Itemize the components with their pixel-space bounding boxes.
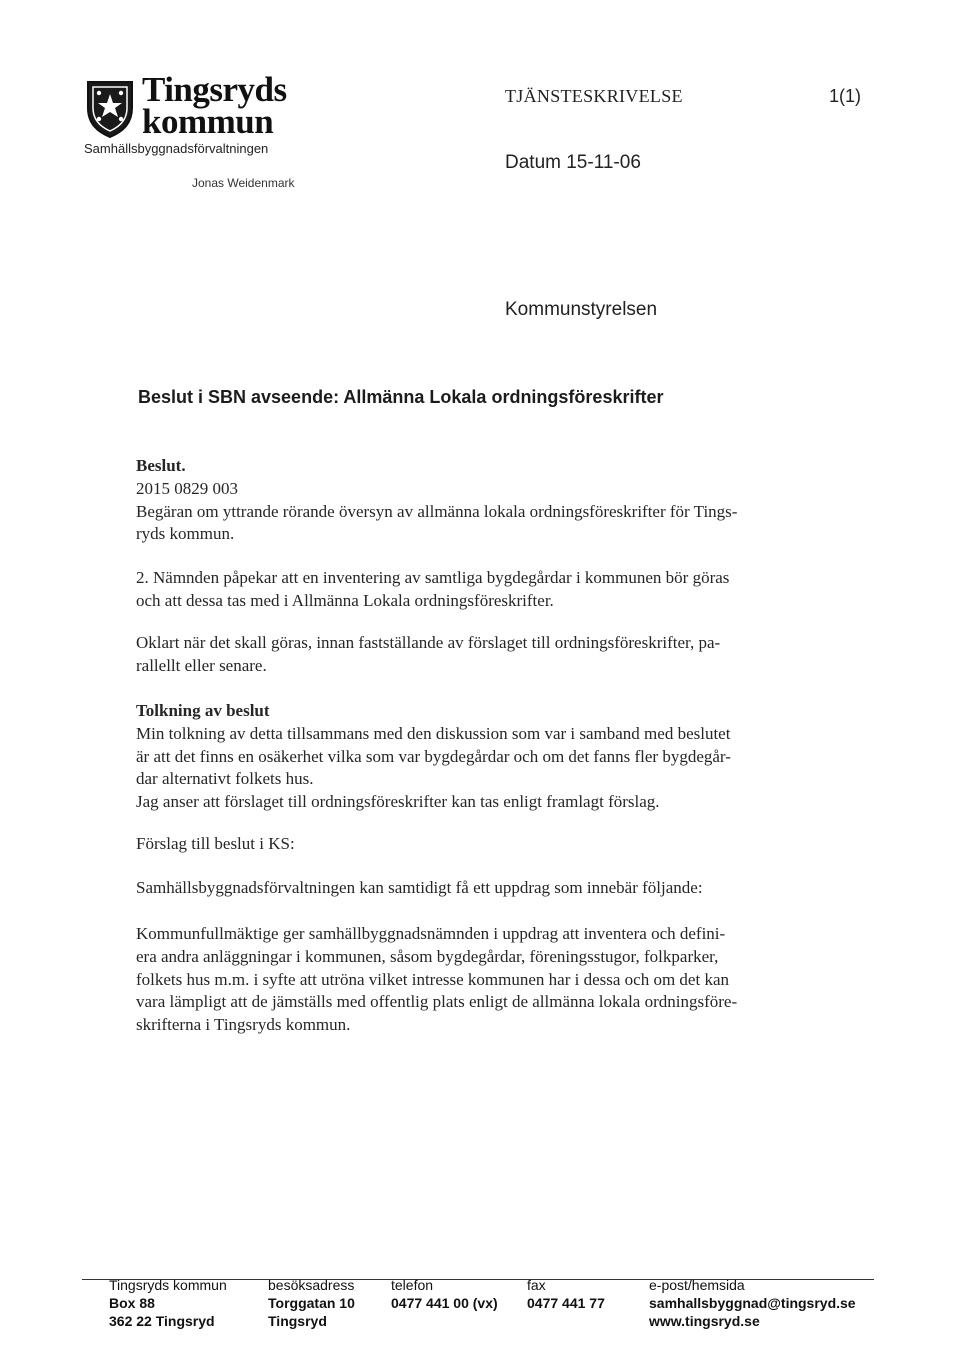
kf-line: skrifterna i Tingsryds kommun. bbox=[136, 1015, 351, 1035]
beslut-line: Begäran om yttrande rörande översyn av allmänna lokala ordningsföreskrifter för Tings- bbox=[136, 501, 738, 521]
forslag-text: Förslag till beslut i KS: bbox=[136, 834, 295, 853]
kf-paragraph bbox=[136, 923, 826, 1037]
oklart-line: rallellt eller senare. bbox=[136, 655, 267, 675]
page-number: 1(1) bbox=[829, 86, 862, 106]
uppdrag-text: Samhällsbyggnadsförvaltningen kan samtidigt få ett uppdrag som innebär följande: bbox=[136, 878, 703, 897]
footer-visit-street: Torggatan 10 bbox=[268, 1295, 355, 1311]
document-date: Datum 15-11-06 bbox=[505, 152, 641, 173]
footer-phone-number: 0477 441 00 (vx) bbox=[391, 1295, 498, 1311]
tolkning-line: är att det finns en osäkerhet vilka som var bygdegårdar och om det fanns fler bygdegår- bbox=[136, 746, 731, 766]
footer-org bbox=[109, 1276, 227, 1330]
author-name: Jonas Weidenmark bbox=[192, 176, 295, 190]
forslag-heading bbox=[136, 833, 826, 856]
kf-line: era andra anläggningar i kommunen, såsom bygdegårdar, föreningsstugor, folkparker, bbox=[136, 946, 719, 966]
beslut-heading: Beslut. bbox=[136, 456, 186, 475]
kf-line: folkets hus m.m. i syfte att utröna vilket intresse kommunen har i dessa och om det kan bbox=[136, 969, 729, 989]
beslut-line: ryds kommun. bbox=[136, 524, 235, 544]
tolkning-line: Min tolkning av detta tillsammans med den diskussion som var i samband med beslutet bbox=[136, 723, 731, 743]
footer-fax bbox=[527, 1276, 605, 1312]
tolkning-section bbox=[136, 700, 826, 814]
oklart-line: Oklart när det skall göras, innan fastställande av förslaget till ordningsföreskrifter, pa- bbox=[136, 633, 721, 652]
footer-org-postal: 362 22 Tingsryd bbox=[109, 1313, 215, 1329]
point-2-paragraph bbox=[136, 567, 826, 613]
coat-of-arms-icon bbox=[84, 78, 136, 140]
document-type: TJÄNSTESKRIVELSE bbox=[505, 86, 683, 106]
footer-website-link[interactable]: www.tingsryd.se bbox=[649, 1313, 760, 1329]
uppdrag-paragraph bbox=[136, 877, 826, 900]
footer-fax-number: 0477 441 77 bbox=[527, 1295, 605, 1311]
footer-org-box: Box 88 bbox=[109, 1295, 155, 1311]
footer-web bbox=[649, 1276, 856, 1330]
oklart-paragraph bbox=[136, 632, 826, 678]
kf-line: Kommunfullmäktige ger samhällbyggnadsnämnden i uppdrag att inventera och defini- bbox=[136, 924, 726, 943]
tolkning-line: dar alternativt folkets hus. bbox=[136, 769, 314, 789]
footer-org-title: Tingsryds kommun bbox=[109, 1277, 227, 1293]
point-2-line: 2. Nämnden påpekar att en inventering av samtliga bygdegårdar i kommunen bör göras bbox=[136, 568, 730, 587]
department-name: Samhällsbyggnadsförvaltningen bbox=[84, 141, 269, 156]
logo-name-line1: Tingsryds bbox=[142, 70, 287, 109]
beslut-line: 2015 0829 003 bbox=[136, 478, 238, 498]
footer-visit bbox=[268, 1276, 355, 1330]
footer-email-link[interactable]: samhallsbyggnad@tingsryd.se bbox=[649, 1295, 856, 1311]
point-2-line: och att dessa tas med i Allmänna Lokala ordningsföreskrifter. bbox=[136, 590, 554, 610]
footer-web-title: e-post/hemsida bbox=[649, 1277, 745, 1293]
recipient: Kommunstyrelsen bbox=[505, 299, 658, 320]
subject-heading: Beslut i SBN avseende: Allmänna Lokala ordningsföreskrifter bbox=[138, 387, 664, 407]
tolkning-heading: Tolkning av beslut bbox=[136, 701, 270, 720]
footer-visit-city: Tingsryd bbox=[268, 1313, 327, 1329]
kf-line: vara lämpligt att de jämställs med offentlig plats enligt de allmänna lokala ordningsföre- bbox=[136, 992, 738, 1012]
footer-visit-title: besöksadress bbox=[268, 1277, 355, 1293]
footer-phone-title: telefon bbox=[391, 1277, 434, 1293]
tolkning-line: Jag anser att förslaget till ordningsföreskrifter kan tas enligt framlagt förslag. bbox=[136, 792, 660, 812]
beslut-section bbox=[136, 455, 826, 546]
logo-name-line2: kommun bbox=[142, 102, 274, 141]
footer-fax-title: fax bbox=[527, 1277, 546, 1293]
footer-phone bbox=[391, 1276, 498, 1312]
